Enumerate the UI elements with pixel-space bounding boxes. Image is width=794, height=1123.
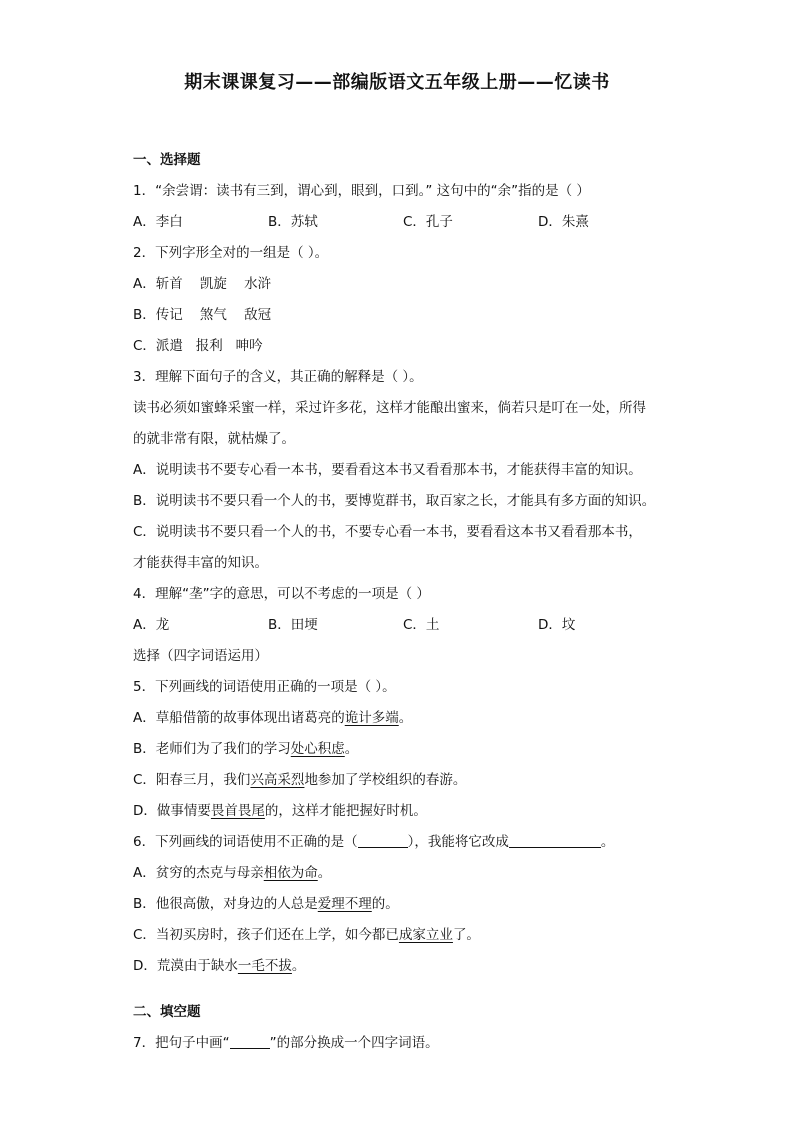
option-b [133,734,673,765]
stem-text: ”的部分换成一个四字词语。 [269,1035,439,1051]
option-text: 。 [317,865,332,881]
option-text: 。 [398,710,413,726]
option-a: A．斩首 凯旋 水浒 [133,276,272,292]
underlined-phrase: 诡计多端 [344,710,399,726]
option-text: 地参加了学校组织的春游。 [304,772,467,788]
question-4-stem: 4．理解“垄”字的意思，可以不考虑的一项是（ ） [133,586,430,602]
option-b: B．传记 煞气 敌冠 [133,307,272,323]
underline-sample [230,1033,270,1049]
question-4-options [133,610,673,641]
option-text: 。 [291,958,306,974]
option-d: D．坟 [538,617,576,633]
option-c: C．土 [403,617,440,633]
option-c-cont: 才能获得丰富的知识。 [133,555,268,571]
question-2-stem: 2．下列字形全对的一组是（ ）。 [133,245,329,261]
option-a [133,858,673,889]
option-text: D．荒漠由于缺水 [133,958,238,974]
option-b: B．说明读书不要只看一个人的书，要博览群书，取百家之长，才能具有多方面的知识。 [133,493,656,509]
option-text: 的，这样才能把握好时机。 [264,803,427,819]
underlined-phrase: 处心积虑 [290,741,345,757]
option-a: A．龙 [133,617,170,633]
stem-text: ），我能将它改成 [407,834,509,850]
question-5-stem: 5．下列画线的词语使用正确的一项是（ ）。 [133,679,396,695]
option-c: C．孔子 [403,214,453,230]
question-3-passage: 读书必须如蜜蜂采蜜一样，采过许多花，这样才能酿出蜜来，倘若只是叮在一处，所得 [133,400,646,416]
option-c [133,920,673,951]
option-text: C．阳春三月，我们 [133,772,251,788]
section-gap [133,982,673,997]
option-b: B．苏轼 [268,214,318,230]
option-text: C．当初买房时，孩子们还在上学，如今都已 [133,927,399,943]
option-a: A．李白 [133,214,183,230]
option-c: C．说明读书不要只看一个人的书，不要专心看一本书，要看看这本书又看看那本书， [133,524,642,540]
option-b: B．田埂 [268,617,318,633]
option-text: B．他很高傲，对身边的人总是 [133,896,318,912]
underlined-phrase: 相依为命 [263,865,318,881]
underlined-phrase: 爱理不理 [317,896,372,912]
section-heading-fill: 二、填空题 [133,1004,201,1020]
option-a [133,703,673,734]
option-text: D．做事情要 [133,803,211,819]
option-text: 。 [344,741,359,757]
question-3-stem: 3．理解下面句子的含义，其正确的解释是（ ）。 [133,369,423,385]
section-heading-choice: 一、选择题 [133,152,201,168]
option-c: C．派遣 报利 呻吟 [133,338,263,354]
option-d [133,796,673,827]
underlined-phrase: 一毛不拔 [237,958,292,974]
subsection-heading: 选择（四字词语运用） [133,648,268,664]
answer-blank[interactable] [509,832,601,848]
question-1-options [133,207,673,238]
question-6-stem [133,827,673,858]
answer-blank[interactable] [358,832,408,848]
option-text: A．草船借箭的故事体现出诸葛亮的 [133,710,345,726]
page-title: 期末课课复习——部编版语文五年级上册——忆读书 [184,72,610,93]
option-text: B．老师们为了我们的学习 [133,741,291,757]
option-d: D．朱熹 [538,214,589,230]
stem-text: 6．下列画线的词语使用不正确的是（ [133,834,358,850]
stem-text: 7．把句子中画“ [133,1035,230,1051]
option-c [133,765,673,796]
stem-text: 。 [600,834,615,850]
underlined-phrase: 成家立业 [398,927,453,943]
underlined-phrase: 畏首畏尾 [210,803,265,819]
question-1-stem: 1．“余尝谓：读书有三到，谓心到，眼到，口到。” 这句中的“余”指的是（ ） [133,183,590,199]
question-3-passage-cont: 的就非常有限，就枯燥了。 [133,431,295,447]
option-b [133,889,673,920]
document-body [133,145,673,1059]
option-d [133,951,673,982]
option-text: 了。 [452,927,480,943]
option-text: A．贫穷的杰克与母亲 [133,865,264,881]
option-text: 的。 [371,896,399,912]
question-7-stem [133,1028,673,1059]
underlined-phrase: 兴高采烈 [250,772,305,788]
option-a: A．说明读书不要专心看一本书，要看看这本书又看看那本书，才能获得丰富的知识。 [133,462,642,478]
